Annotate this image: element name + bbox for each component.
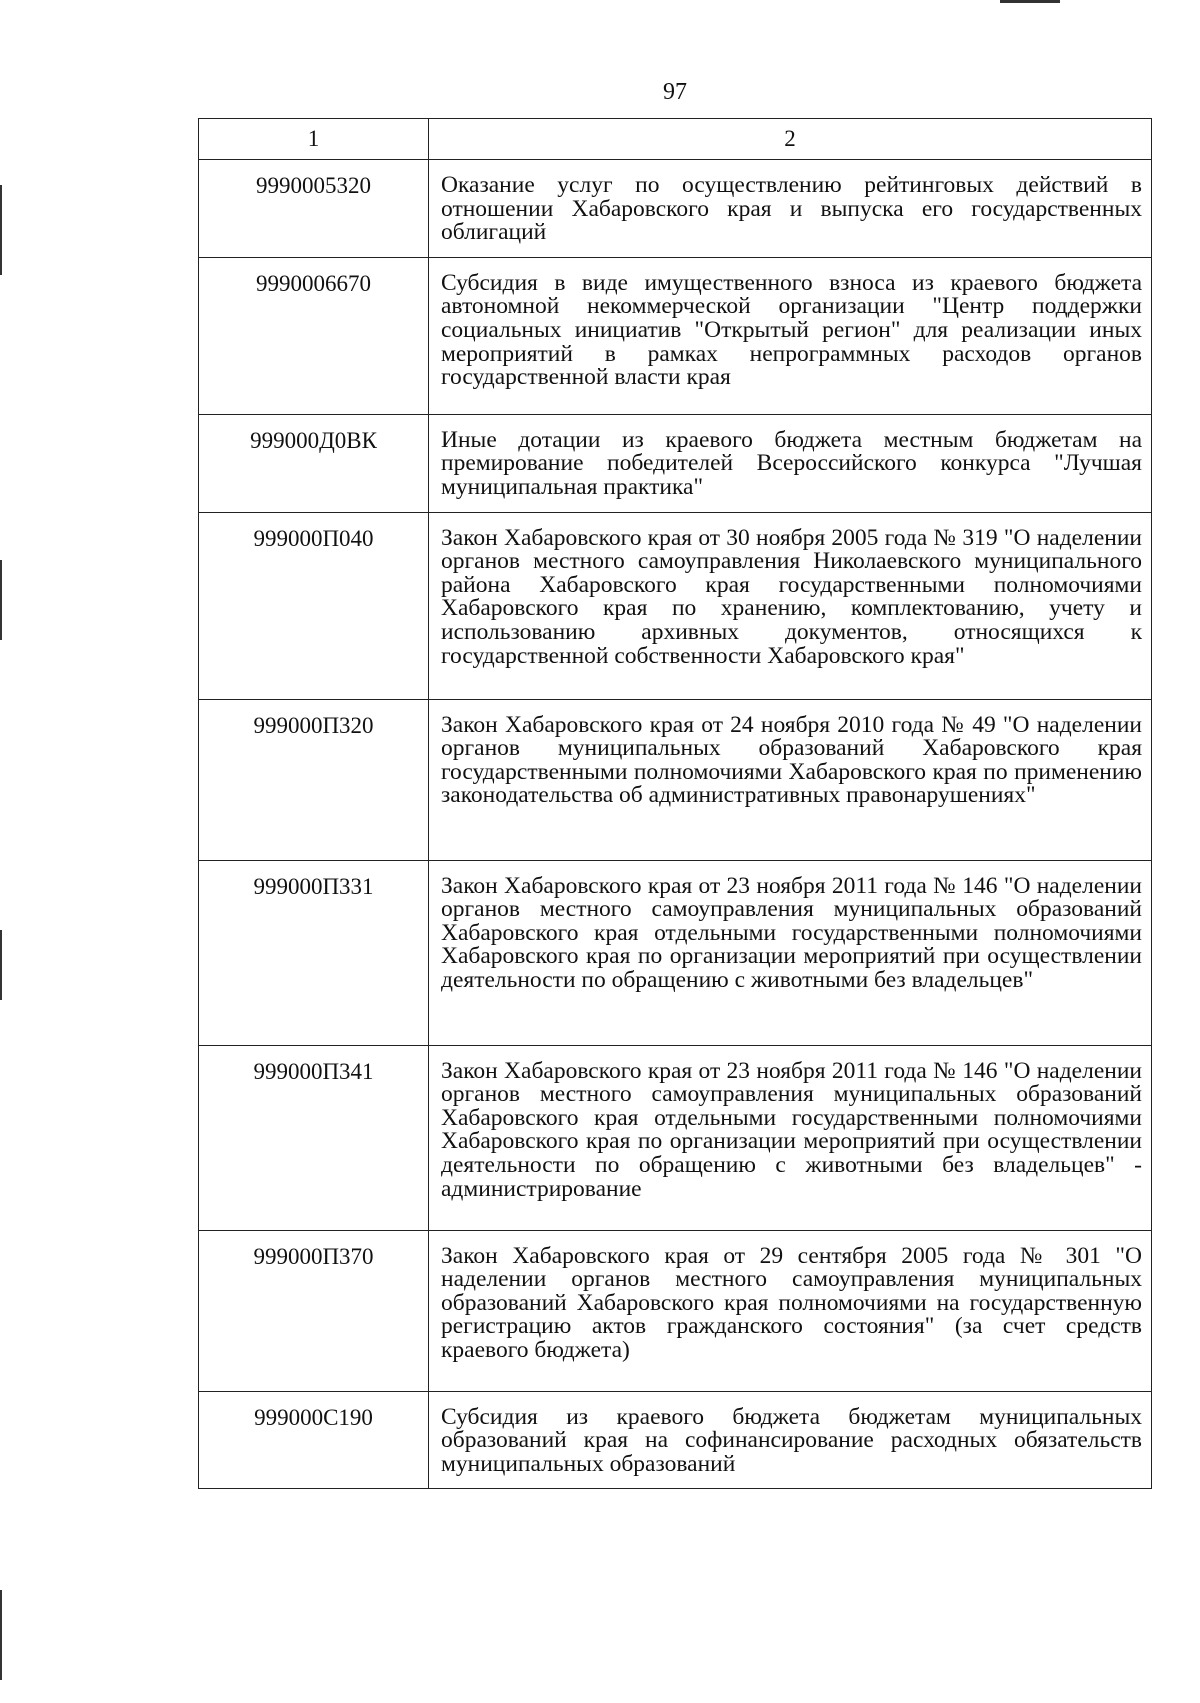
scan-artifact — [0, 930, 2, 1000]
budget-code: 999000П040 — [199, 512, 429, 699]
column-header-description: 2 — [429, 119, 1152, 160]
scan-artifact — [1000, 0, 1060, 3]
scan-artifact — [0, 185, 2, 275]
scan-artifact — [0, 560, 2, 640]
budget-code: 999000П341 — [199, 1045, 429, 1230]
page-number: 97 — [663, 79, 687, 105]
budget-description: Закон Хабаровского края от 24 ноября 2010 года № 49 "О наделении органов муниципальных образований Хабаровского края государственными полномочиями Хабаровского края по применению законодательства об административных правонарушениях" — [429, 699, 1152, 860]
budget-description: Субсидия из краевого бюджета бюджетам муниципальных образований края на софинансирование расходных обязательств муниципальных образований — [429, 1391, 1152, 1489]
budget-description: Закон Хабаровского края от 29 сентября 2005 года № 301 "О наделении органов местного самоуправления муниципальных образований Хабаровского края полномочиями на государственную регистрацию актов гражданского состояния" (за счет средств краевого бюджета) — [429, 1230, 1152, 1391]
budget-description: Субсидия в виде имущественного взноса из краевого бюджета автономной некоммерческой организации "Центр поддержки социальных инициатив "Открытый регион" для реализации иных мероприятий в рамках непрограммных расходов органов государственной власти края — [429, 257, 1152, 414]
budget-code: 999000Д0ВК — [199, 414, 429, 512]
budget-code: 9990005320 — [199, 160, 429, 258]
table-row — [199, 160, 1152, 258]
budget-description: Закон Хабаровского края от 23 ноября 2011 года № 146 "О наделении органов местного самоуправления муниципальных образований Хабаровского края отдельными государственными полномочиями Хабаровского края по организации мероприятий при осуществлении деятельности по обращению с животными без владельцев" - администрирование — [429, 1045, 1152, 1230]
budget-description: Оказание услуг по осуществлению рейтинговых действий в отношении Хабаровского края и выпуска его государственных облигаций — [429, 160, 1152, 258]
budget-code: 999000П370 — [199, 1230, 429, 1391]
budget-description: Закон Хабаровского края от 30 ноября 2005 года № 319 "О наделении органов местного самоуправления Николаевского муниципального района Хабаровского края государственными полномочиями Хабаровского края по хранению, комплектованию, учету и использованию архивных документов, относящихся к государственной собственности Хабаровского края" — [429, 512, 1152, 699]
budget-code: 999000С190 — [199, 1391, 429, 1489]
table-row — [199, 512, 1152, 699]
budget-description: Закон Хабаровского края от 23 ноября 2011 года № 146 "О наделении органов местного самоуправления муниципальных образований Хабаровского края отдельными государственными полномочиями Хабаровского края по организации мероприятий при осуществлении деятельности по обращению с животными без владельцев" — [429, 860, 1152, 1045]
budget-code: 9990006670 — [199, 257, 429, 414]
column-header-code: 1 — [199, 119, 429, 160]
budget-description: Иные дотации из краевого бюджета местным бюджетам на премирование победителей Всероссийского конкурса "Лучшая муниципальная практика" — [429, 414, 1152, 512]
table-row — [199, 414, 1152, 512]
budget-code: 999000П331 — [199, 860, 429, 1045]
table-row — [199, 699, 1152, 860]
budget-code: 999000П320 — [199, 699, 429, 860]
budget-codes-table — [198, 118, 1152, 1489]
table-row — [199, 860, 1152, 1045]
table-row — [199, 1045, 1152, 1230]
table-header-row — [199, 119, 1152, 160]
table-row — [199, 1230, 1152, 1391]
table-row — [199, 1391, 1152, 1489]
table-row — [199, 257, 1152, 414]
scan-artifact — [0, 1590, 2, 1680]
